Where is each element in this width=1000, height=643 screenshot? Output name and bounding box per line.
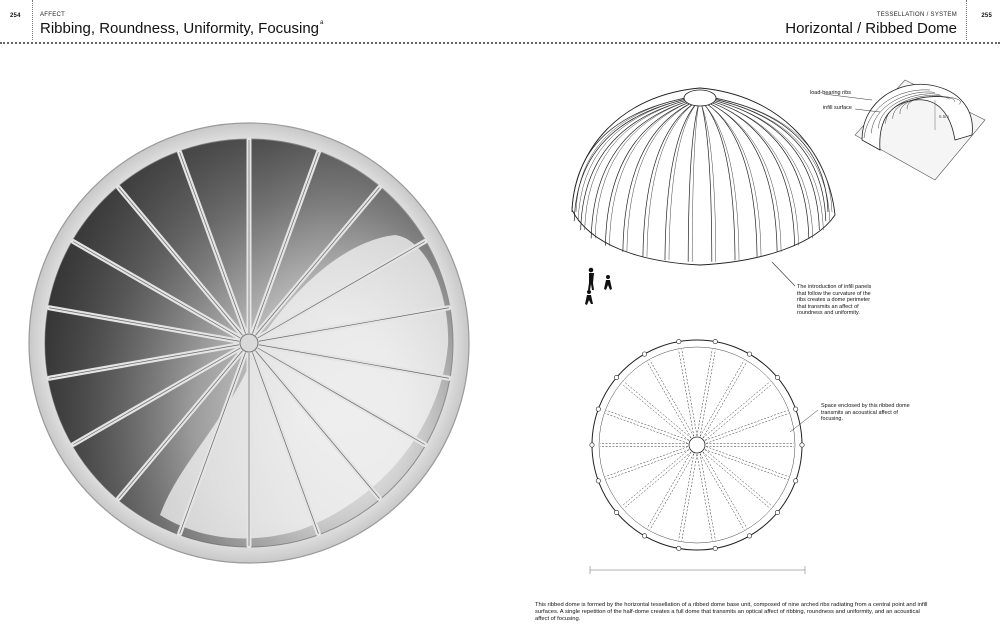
plan-rib-footing bbox=[596, 407, 600, 411]
plan-rib-footing bbox=[793, 479, 797, 483]
page-number-left: 254 bbox=[10, 13, 21, 19]
section-kicker-right: TESSELLATION / SYSTEM bbox=[876, 12, 957, 18]
page-title-left-text: Ribbing, Roundness, Uniformity, Focusing bbox=[40, 20, 320, 37]
page-title-right: Horizontal / Ribbed Dome bbox=[785, 20, 957, 37]
plan-rib-footing bbox=[614, 375, 618, 379]
plan-rib-footing bbox=[590, 443, 594, 447]
section-kicker-left: AFFECT bbox=[40, 12, 66, 18]
plan-rib-footing bbox=[775, 375, 779, 379]
figure-caption: This ribbed dome is formed by the horizontal tessellation of a ribbed dome base unit, composed of nine arched ribs radiating from a central point and infill surfaces. A single repetition of the half-dome creates a full dome that transmits an optical affect of ribbing, roundness and uniformity, and an acoustical affect of focusing. bbox=[535, 602, 928, 622]
plan-oculus bbox=[689, 437, 705, 453]
plan-rib-footing bbox=[642, 352, 646, 356]
label-load-bearing-ribs: load-bearing ribs bbox=[810, 90, 851, 96]
plan-rib-footing bbox=[642, 534, 646, 538]
plan-rib-footing bbox=[800, 443, 804, 447]
plan-rib-footing bbox=[614, 510, 618, 514]
label-height-dimension: 6.5m bbox=[939, 114, 950, 119]
annotation-acoustic-space: Space enclosed by this ribbed dome transmits an acoustical affect of focusing. bbox=[821, 403, 910, 423]
plan-rib-footing bbox=[747, 352, 751, 356]
annotation-infill-panels: The introduction of infill panels that follow the curvature of the ribs creates a dome perimeter that transmits an affect of roundness and uniformity. bbox=[797, 284, 872, 317]
plan-rib-footing bbox=[677, 546, 681, 550]
plan-rib-footing bbox=[713, 546, 717, 550]
plan-rib-footing bbox=[747, 534, 751, 538]
title-superscript: a bbox=[320, 20, 324, 26]
plan-rib-footing bbox=[677, 339, 681, 343]
plan-rib-footing bbox=[713, 339, 717, 343]
plan-rib-footing bbox=[775, 510, 779, 514]
page-number-right: 255 bbox=[981, 13, 992, 19]
label-infill-surface: infill surface bbox=[822, 105, 852, 111]
plan-rib-footing bbox=[596, 479, 600, 483]
plan-rib-footing bbox=[793, 407, 797, 411]
